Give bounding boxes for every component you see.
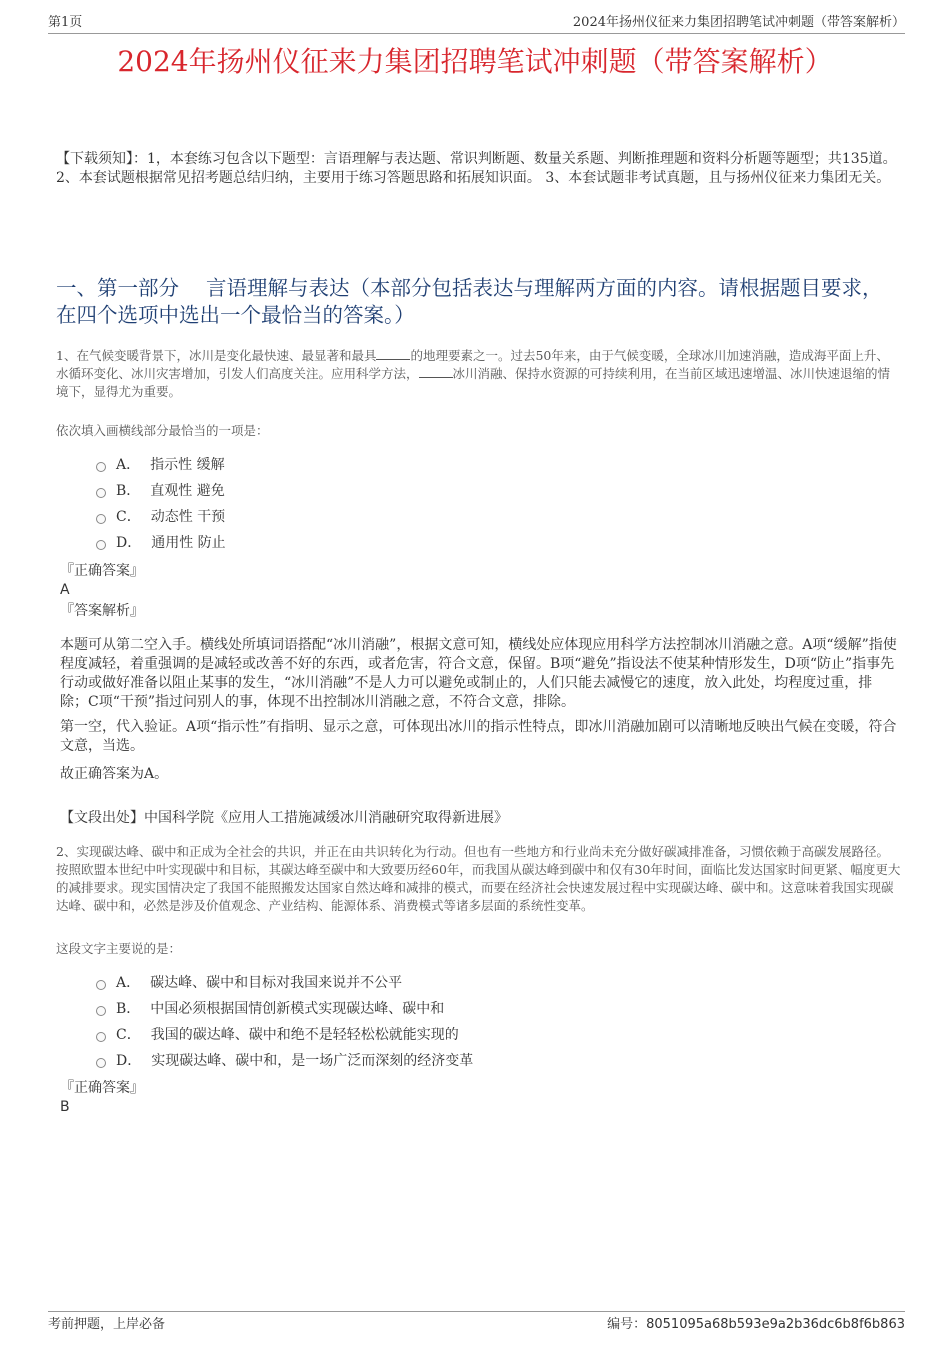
radio-icon[interactable] bbox=[96, 1058, 106, 1068]
footer-slogan: 考前押题，上岸必备 bbox=[48, 1317, 166, 1332]
question-1-stem-part: 的地理要素之一。过去50年来，由于气候变暖，全球冰川加速消融，造成海平面上升、水循环变化、冰川灾害增加，引发人们高度关注。应用科学方法， bbox=[56, 348, 889, 381]
running-footer bbox=[48, 1311, 905, 1334]
option-letter: A． bbox=[116, 975, 141, 991]
option-letter: B． bbox=[116, 483, 141, 499]
option-text: 动态性 干预 bbox=[150, 509, 226, 525]
option-letter: A． bbox=[116, 457, 141, 473]
radio-icon[interactable] bbox=[96, 1032, 106, 1042]
question-2-options bbox=[96, 970, 473, 1074]
question-1-options bbox=[96, 452, 226, 556]
question-1-stem-part: 冰川消融、保持水资源的可持续利用，在当前区域迅速增温、冰川快速退缩的情境下，显得尤为重要。 bbox=[56, 366, 891, 399]
analysis-paragraph: 第一空，代入验证。A项“指示性”有指明、显示之意，可体现出冰川的指示性特点，即冰川消融加剧可以清晰地反映出气候在变暖，符合文意，当选。 bbox=[60, 719, 897, 754]
fill-blank-1 bbox=[376, 347, 410, 360]
option-text: 直观性 避免 bbox=[150, 483, 225, 499]
option-letter: D． bbox=[116, 535, 142, 551]
option-b[interactable] bbox=[96, 996, 473, 1022]
section-heading: 一、第一部分 言语理解与表达（本部分包括表达与理解两方面的内容。请根据题目要求，在四个选项中选出一个最恰当的答案。） bbox=[56, 276, 883, 327]
source-citation: 【文段出处】中国科学院《应用人工措施减缓冰川消融研究取得新进展》 bbox=[60, 810, 508, 826]
answer-value: B bbox=[60, 1099, 70, 1115]
option-text: 指示性 缓解 bbox=[150, 457, 225, 473]
option-a[interactable] bbox=[96, 970, 473, 996]
running-header bbox=[48, 14, 905, 34]
download-notice: 【下载须知】：1，本套练习包含以下题型：言语理解与表达题、常识判断题、数量关系题、判断推理题和资料分析题等题型；共135道。 2、本套试题根据常见招考题总结归纳，主要用于练习答题思路和拓展知识面。 3、本套试题非考试真题，且与扬州仪征来力集团无关。 bbox=[56, 151, 897, 186]
answer-label: 『正确答案』 bbox=[60, 1080, 144, 1096]
option-letter: B． bbox=[116, 1001, 141, 1017]
analysis-conclusion: 故正确答案为A。 bbox=[60, 766, 169, 782]
option-letter: C． bbox=[116, 509, 141, 525]
question-1-prompt: 依次填入画横线部分最恰当的一项是： bbox=[56, 423, 269, 438]
radio-icon[interactable] bbox=[96, 462, 106, 472]
option-text: 实现碳达峰、碳中和，是一场广泛而深刻的经济变革 bbox=[151, 1053, 474, 1069]
option-text: 碳达峰、碳中和目标对我国来说并不公平 bbox=[150, 975, 403, 991]
page-number: 第1页 bbox=[48, 15, 83, 30]
analysis-label: 『答案解析』 bbox=[60, 603, 144, 619]
option-a[interactable] bbox=[96, 452, 226, 478]
option-letter: D． bbox=[116, 1053, 142, 1069]
analysis-paragraph: 本题可从第二空入手。横线处所填词语搭配“冰川消融”，根据文意可知，横线处应体现应用科学方法控制冰川消融之意。A项“缓解”指使程度减轻，着重强调的是减轻或改善不好的东西，或者危害，符合文意，保留。B项“避免”指设法不使某种情形发生，D项“防止”指事先行动或做好准备以阻止某事的发生，“冰川消融”不是人力可以避免或制止的，人们只能去减慢它的速度，放入此处，均程度过重，排除；C项“干预”指过问别人的事，体现不出控制冰川消融之意，不符合文意，排除。 bbox=[60, 637, 897, 710]
question-1-stem bbox=[56, 347, 901, 401]
radio-icon[interactable] bbox=[96, 514, 106, 524]
document-code bbox=[607, 1315, 905, 1335]
question-2-prompt: 这段文字主要说的是： bbox=[56, 941, 182, 956]
radio-icon[interactable] bbox=[96, 1006, 106, 1016]
radio-icon[interactable] bbox=[96, 540, 106, 550]
option-text: 我国的碳达峰、碳中和绝不是轻轻松松就能实现的 bbox=[150, 1027, 459, 1043]
code-value: 8051095a68b593e9a2b36dc6b8f6b863 bbox=[646, 1317, 905, 1332]
radio-icon[interactable] bbox=[96, 980, 106, 990]
question-1-stem-part: 1、在气候变暖背景下，冰川是变化最快速、最显著和最具 bbox=[56, 348, 377, 363]
question-2-stem: 2、实现碳达峰、碳中和正成为全社会的共识，并正在由共识转化为行动。但也有一些地方和行业尚未充分做好碳减排准备，习惯依赖于高碳发展路径。按照欧盟本世纪中叶实现碳中和目标，其碳达峰至碳中和大致要历经60年，而我国从碳达峰到碳中和仅有30年时间，面临比发达国家时间更紧、幅度更大的减排要求。现实国情决定了我国不能照搬发达国家自然达峰和减排的模式，而要在经济社会快速发展过程中实现碳达峰、碳中和。这意味着我国实现碳达峰、碳中和，必然是涉及价值观念、产业结构、能源体系、消费模式等诸多层面的系统性变革。 bbox=[56, 844, 901, 913]
answer-value: A bbox=[60, 582, 70, 598]
fill-blank-2 bbox=[419, 365, 453, 378]
option-text: 中国必须根据国情创新模式实现碳达峰、碳中和 bbox=[150, 1001, 445, 1017]
option-b[interactable] bbox=[96, 478, 226, 504]
radio-icon[interactable] bbox=[96, 488, 106, 498]
answer-label: 『正确答案』 bbox=[60, 563, 144, 579]
option-d[interactable] bbox=[96, 1048, 473, 1074]
option-d[interactable] bbox=[96, 530, 226, 556]
option-c[interactable] bbox=[96, 1022, 473, 1048]
code-label: 编号： bbox=[607, 1317, 647, 1332]
answer-analysis bbox=[60, 636, 900, 784]
option-text: 通用性 防止 bbox=[151, 535, 226, 551]
option-c[interactable] bbox=[96, 504, 226, 530]
header-doc-title: 2024年扬州仪征来力集团招聘笔试冲刺题（带答案解析） bbox=[572, 15, 905, 30]
option-letter: C． bbox=[116, 1027, 141, 1043]
document-title: 2024年扬州仪征来力集团招聘笔试冲刺题（带答案解析） bbox=[117, 45, 833, 78]
